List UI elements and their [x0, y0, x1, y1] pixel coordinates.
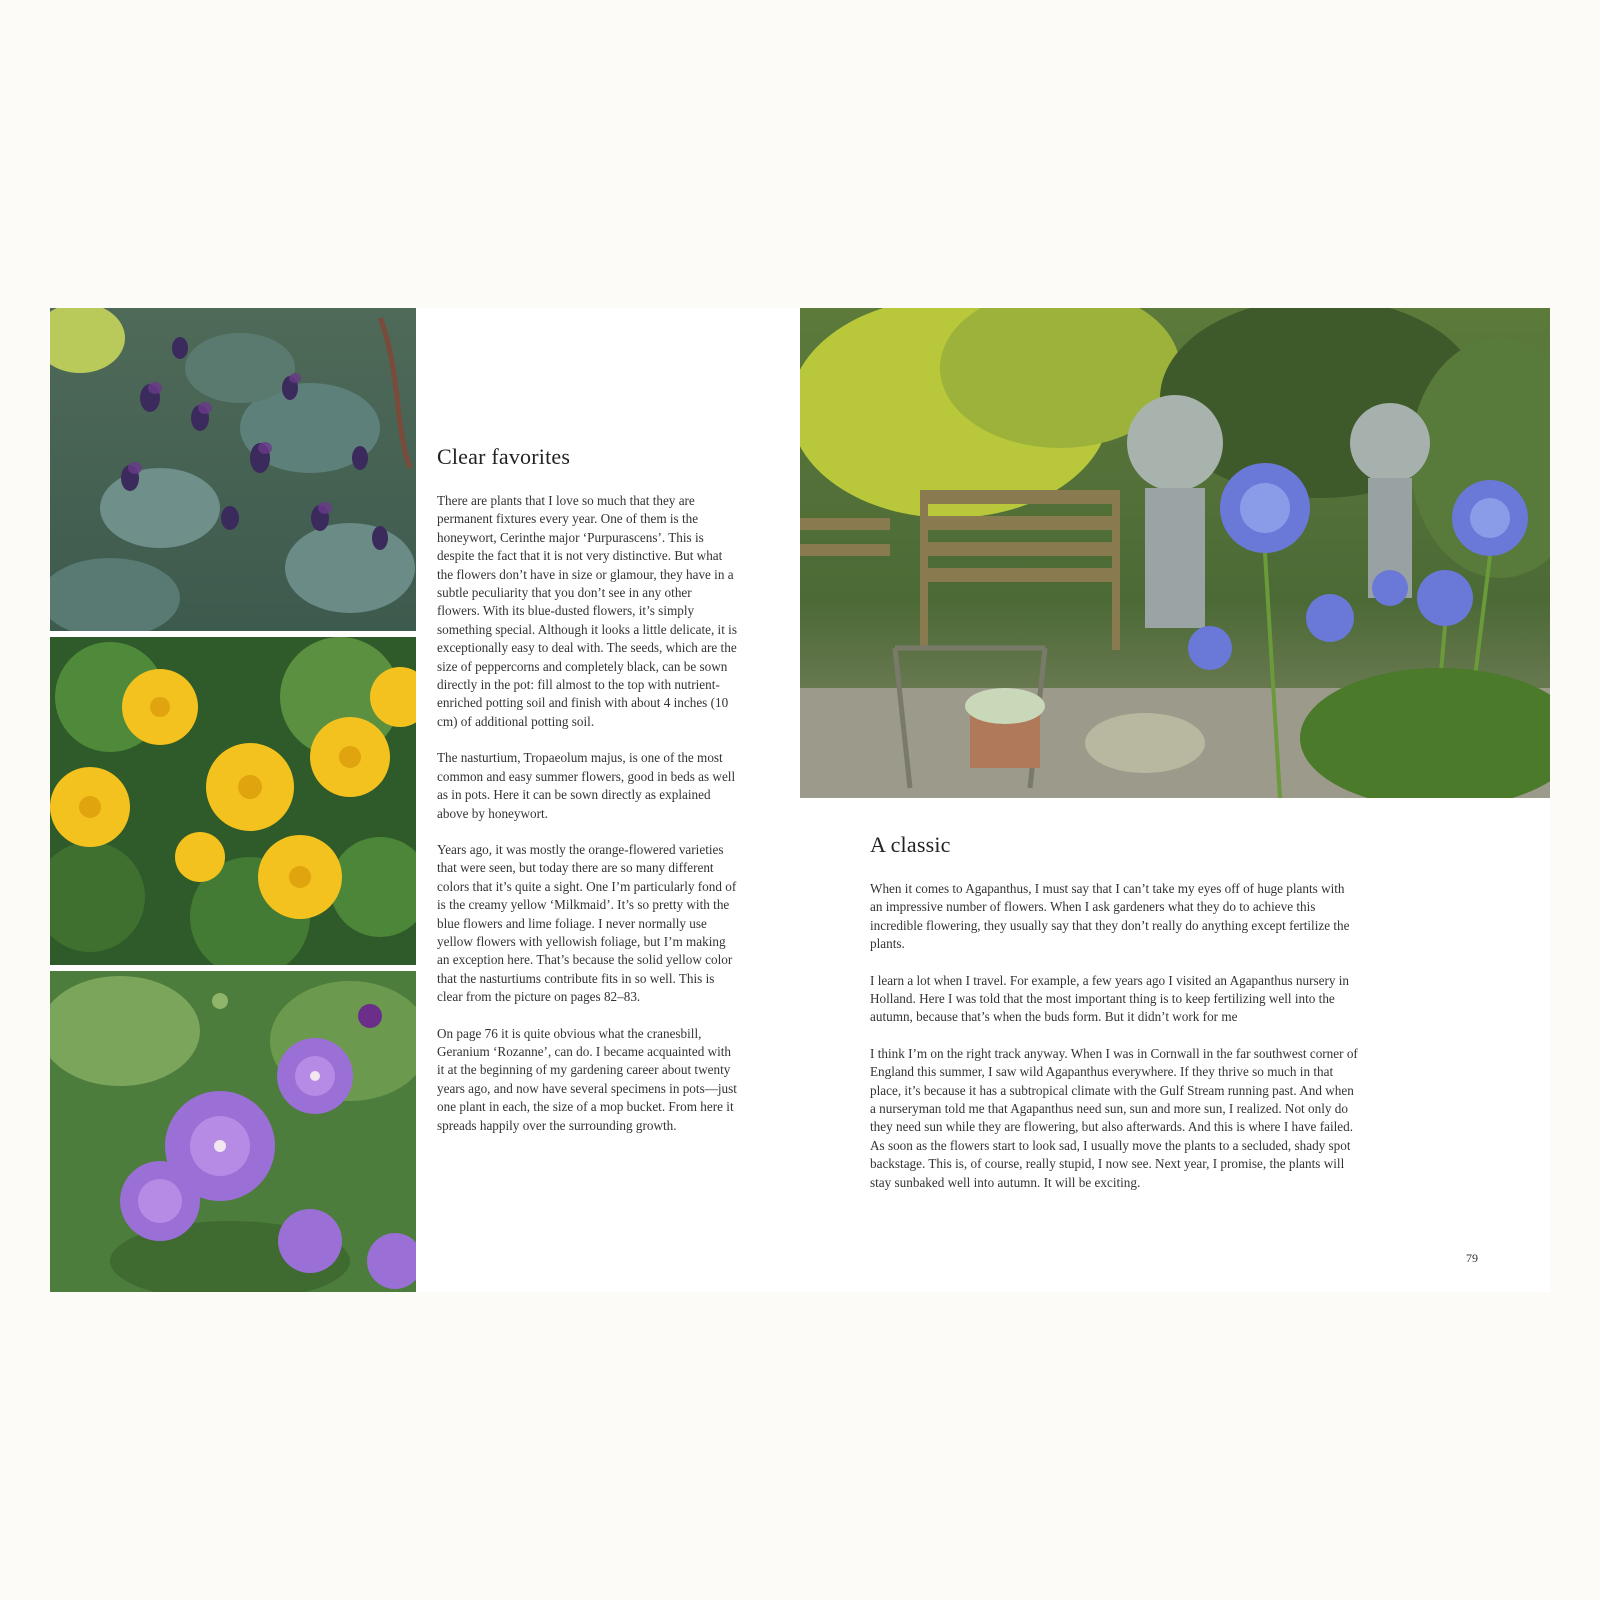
- paragraph: I learn a lot when I travel. For example, a few years ago I visited an Agapanthus nursery in Holland. Here I was told that the most important thing is to keep fertilizing well into the autumn, because that’s when the buds form. But it didn’t work for me: [870, 972, 1349, 1025]
- section-heading-a-classic: A classic: [870, 832, 951, 857]
- paragraph: On page 76 it is quite obvious what the cranesbill, Geranium ‘Rozanne’, can do. I became acquainted with it at the beginning of my gardening career about twenty years ago, and now have several specimens in pots—just one plant in each, the size of a mop bucket. From here it spreads happily over the surrounding growth.: [437, 1025, 737, 1133]
- honeywort-photo: [50, 308, 416, 631]
- right-text-column: [870, 832, 1360, 1210]
- section-heading-clear-favorites: Clear favorites: [437, 444, 571, 469]
- page-number: 79: [1466, 1251, 1478, 1265]
- left-text-column: [437, 444, 737, 1153]
- paragraph: The nasturtium, Tropaeolum majus, is one of the most common and easy summer flowers, good in beds as well as in pots. Here it can be sown directly as explained above by honeywort.: [437, 750, 736, 821]
- paragraph: I think I’m on the right track anyway. When I was in Cornwall in the far southwest corner of England this summer, I saw wild Agapanthus everywhere. If they thrive so much in that place, it’s because it has a subtropical climate with the Gulf Stream running past. And when a nurseryman told me that Agapanthus need sun, sun and more sun, I realized. Not only do they need sun while they are flowering, but also afterwards. And this is where I have failed. As soon as the flowers start to look sad, I usually move the plants to a secluded, shady spot backstage. This is, of course, really stupid, I now see. Next year, I promise, the plants will stay sunbaked well into autumn. It will be exciting.: [870, 1045, 1358, 1190]
- paragraph: There are plants that I love so much that they are permanent fixtures every year. One of them is the honeywort, Cerinthe major ‘Purpurascens’. This is despite the fact that it is not very distinctive. But what the flowers don’t have in size or glamour, they have in a subtle peculiarity that you don’t see in any other flowers. With its blue-dusted flowers, it’s simply something special. Although it looks a little delicate, it is exceptionally easy to deal with. The seeds, which are the size of peppercorns and completely black, can be sown directly in the pot: fill almost to the top with nutrient-enriched potting soil and finish with about 4 inches (10 cm) of additional potting soil.: [437, 493, 737, 729]
- nasturtium-photo: [50, 637, 416, 965]
- geranium-photo: [50, 971, 416, 1292]
- paragraph: Years ago, it was mostly the orange-flowered varieties that were seen, but today there are so many different colors that it’s quite a sight. One I’m particularly fond of is the creamy yellow ‘Milkmaid’. It’s so pretty with the blue flowers and lime foliage. I never normally use yellow flowers with yellowish foliage, but I’m making an exception here. That’s because the solid yellow color that the nasturtiums contribute fits in so well. This is clear from the picture on pages 82–83.: [437, 841, 737, 1005]
- paragraph: When it comes to Agapanthus, I must say that I can’t take my eyes off of huge plants with an impressive number of flowers. When I ask gardeners what they do to achieve this incredible flowering, they usually say that they don’t really do anything except fertilize the plants.: [870, 881, 1350, 952]
- garden-agapanthus-photo: [800, 308, 1550, 798]
